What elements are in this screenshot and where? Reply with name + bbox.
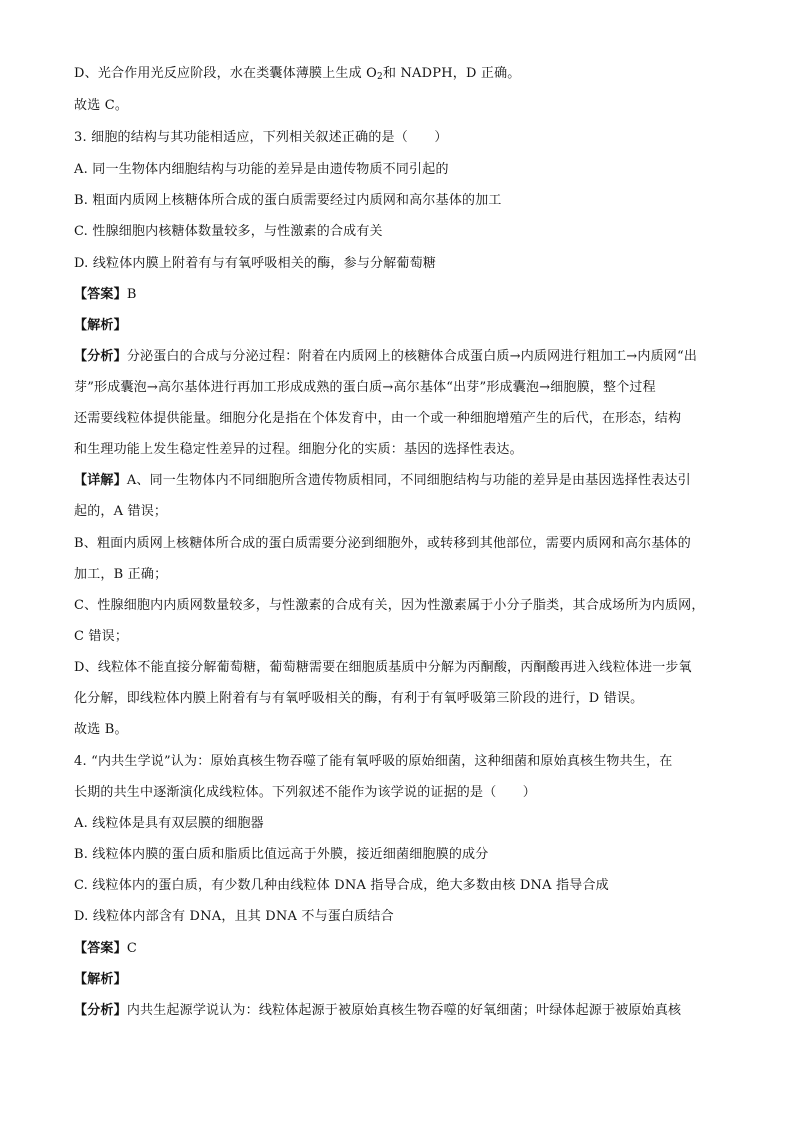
text-line: B、粗面内质网上核糖体所合成的蛋白质需要分泌到细胞外，或转移到其他部位，需要内质网和高尔基体的	[74, 536, 691, 551]
text-line: 加工，B 正确；	[74, 567, 168, 582]
fenxi-tag: 【分析】	[74, 1003, 127, 1018]
text-line: 【分析】内共生起源学说认为：线粒体起源于被原始真核生物吞噬的好氧细菌；叶绿体起源于被原始真核	[74, 1003, 682, 1018]
question-4-option-b: B. 线粒体内膜的蛋白质和脂质比值远高于外膜，接近细菌细胞膜的成分	[74, 847, 489, 862]
text-line: 【详解】A、同一生物体内不同细胞所含遗传物质相同，不同细胞结构与功能的差异是由基因选择性表达引	[74, 473, 691, 488]
question-3-option-d: D. 线粒体内膜上附着有与有氧呼吸相关的酶，参与分解葡萄糖	[74, 256, 437, 271]
text-line: D、光合作用光反应阶段，水在类囊体薄膜上生成 $O_2$和 NADPH，D 正确。	[74, 66, 521, 82]
text-line: 故选 C。	[74, 98, 129, 113]
fenxi-tag: 【分析】	[74, 349, 127, 364]
analysis-heading	[74, 316, 724, 336]
question-3-option-c: C. 性腺细胞内核糖体数量较多，与性激素的合成有关	[74, 224, 383, 239]
text-line: 芽”形成囊泡→高尔基体进行再加工形成成熟的蛋白质→高尔基体“出芽”形成囊泡→细胞膜，整个过程	[74, 380, 656, 395]
text-line: 【分析】分泌蛋白的合成与分泌过程：附着在内质网上的核糖体合成蛋白质→内质网进行粗加工→内质网“出	[74, 349, 698, 364]
answer-tag: 【答案】	[74, 941, 127, 956]
answer-line: 【答案】C	[74, 941, 137, 956]
answer-line: 【答案】B	[74, 287, 137, 302]
question-4-stem-cont: 长期的共生中逐渐演化成线粒体。下列叙述不能作为该学说的证据的是（ ）	[74, 785, 537, 800]
detail-tag: 【详解】	[74, 473, 127, 488]
text-line: D、线粒体不能直接分解葡萄糖，葡萄糖需要在细胞质基质中分解为丙酮酸，丙酮酸再进入线粒体进一步氧	[74, 660, 692, 675]
question-4-option-d: D. 线粒体内部含有 DNA，且其 DNA 不与蛋白质结合	[74, 909, 394, 924]
text-line: C、性腺细胞内内质网数量较多，与性激素的合成有关，因为性激素属于小分子脂类，其合成场所为内质网，	[74, 598, 705, 613]
text-line: C 错误；	[74, 629, 129, 644]
text-line: 还需要线粒体提供能量。细胞分化是指在个体发育中，由一个或一种细胞增殖产生的后代，在形态，结构	[74, 411, 682, 426]
question-3-option-b: B. 粗面内质网上核糖体所合成的蛋白质需要经过内质网和高尔基体的加工	[74, 193, 502, 208]
analysis-tag: 【解析】	[74, 318, 127, 333]
answer-tag: 【答案】	[74, 287, 127, 302]
question-4-option-a: A. 线粒体是具有双层膜的细胞器	[74, 816, 264, 831]
question-4-option-c: C. 线粒体内的蛋白质，有少数几种由线粒体 DNA 指导合成，绝大多数由核 DNA 指导合成	[74, 878, 609, 893]
text-line: 故选 B。	[74, 722, 128, 737]
text-line: 化分解，即线粒体内膜上附着有与有氧呼吸相关的酶，有利于有氧呼吸第三阶段的进行，D 错误。	[74, 691, 644, 706]
text-line: 起的，A 错误；	[74, 504, 168, 519]
analysis-tag: 【解析】	[74, 972, 127, 987]
question-3-stem: 3. 细胞的结构与其功能相适应，下列相关叙述正确的是（ ）	[74, 130, 448, 145]
question-3-option-a: A. 同一生物体内细胞结构与功能的差异是由遗传物质不同引起的	[74, 162, 449, 177]
text-line: 和生理功能上发生稳定性差异的过程。细胞分化的实质：基因的选择性表达。	[74, 442, 523, 457]
analysis-heading	[74, 970, 724, 990]
question-4-stem: 4. “内共生学说”认为：原始真核生物吞噬了能有氧呼吸的原始细菌，这种细菌和原始真核生物共生，在	[74, 754, 673, 769]
